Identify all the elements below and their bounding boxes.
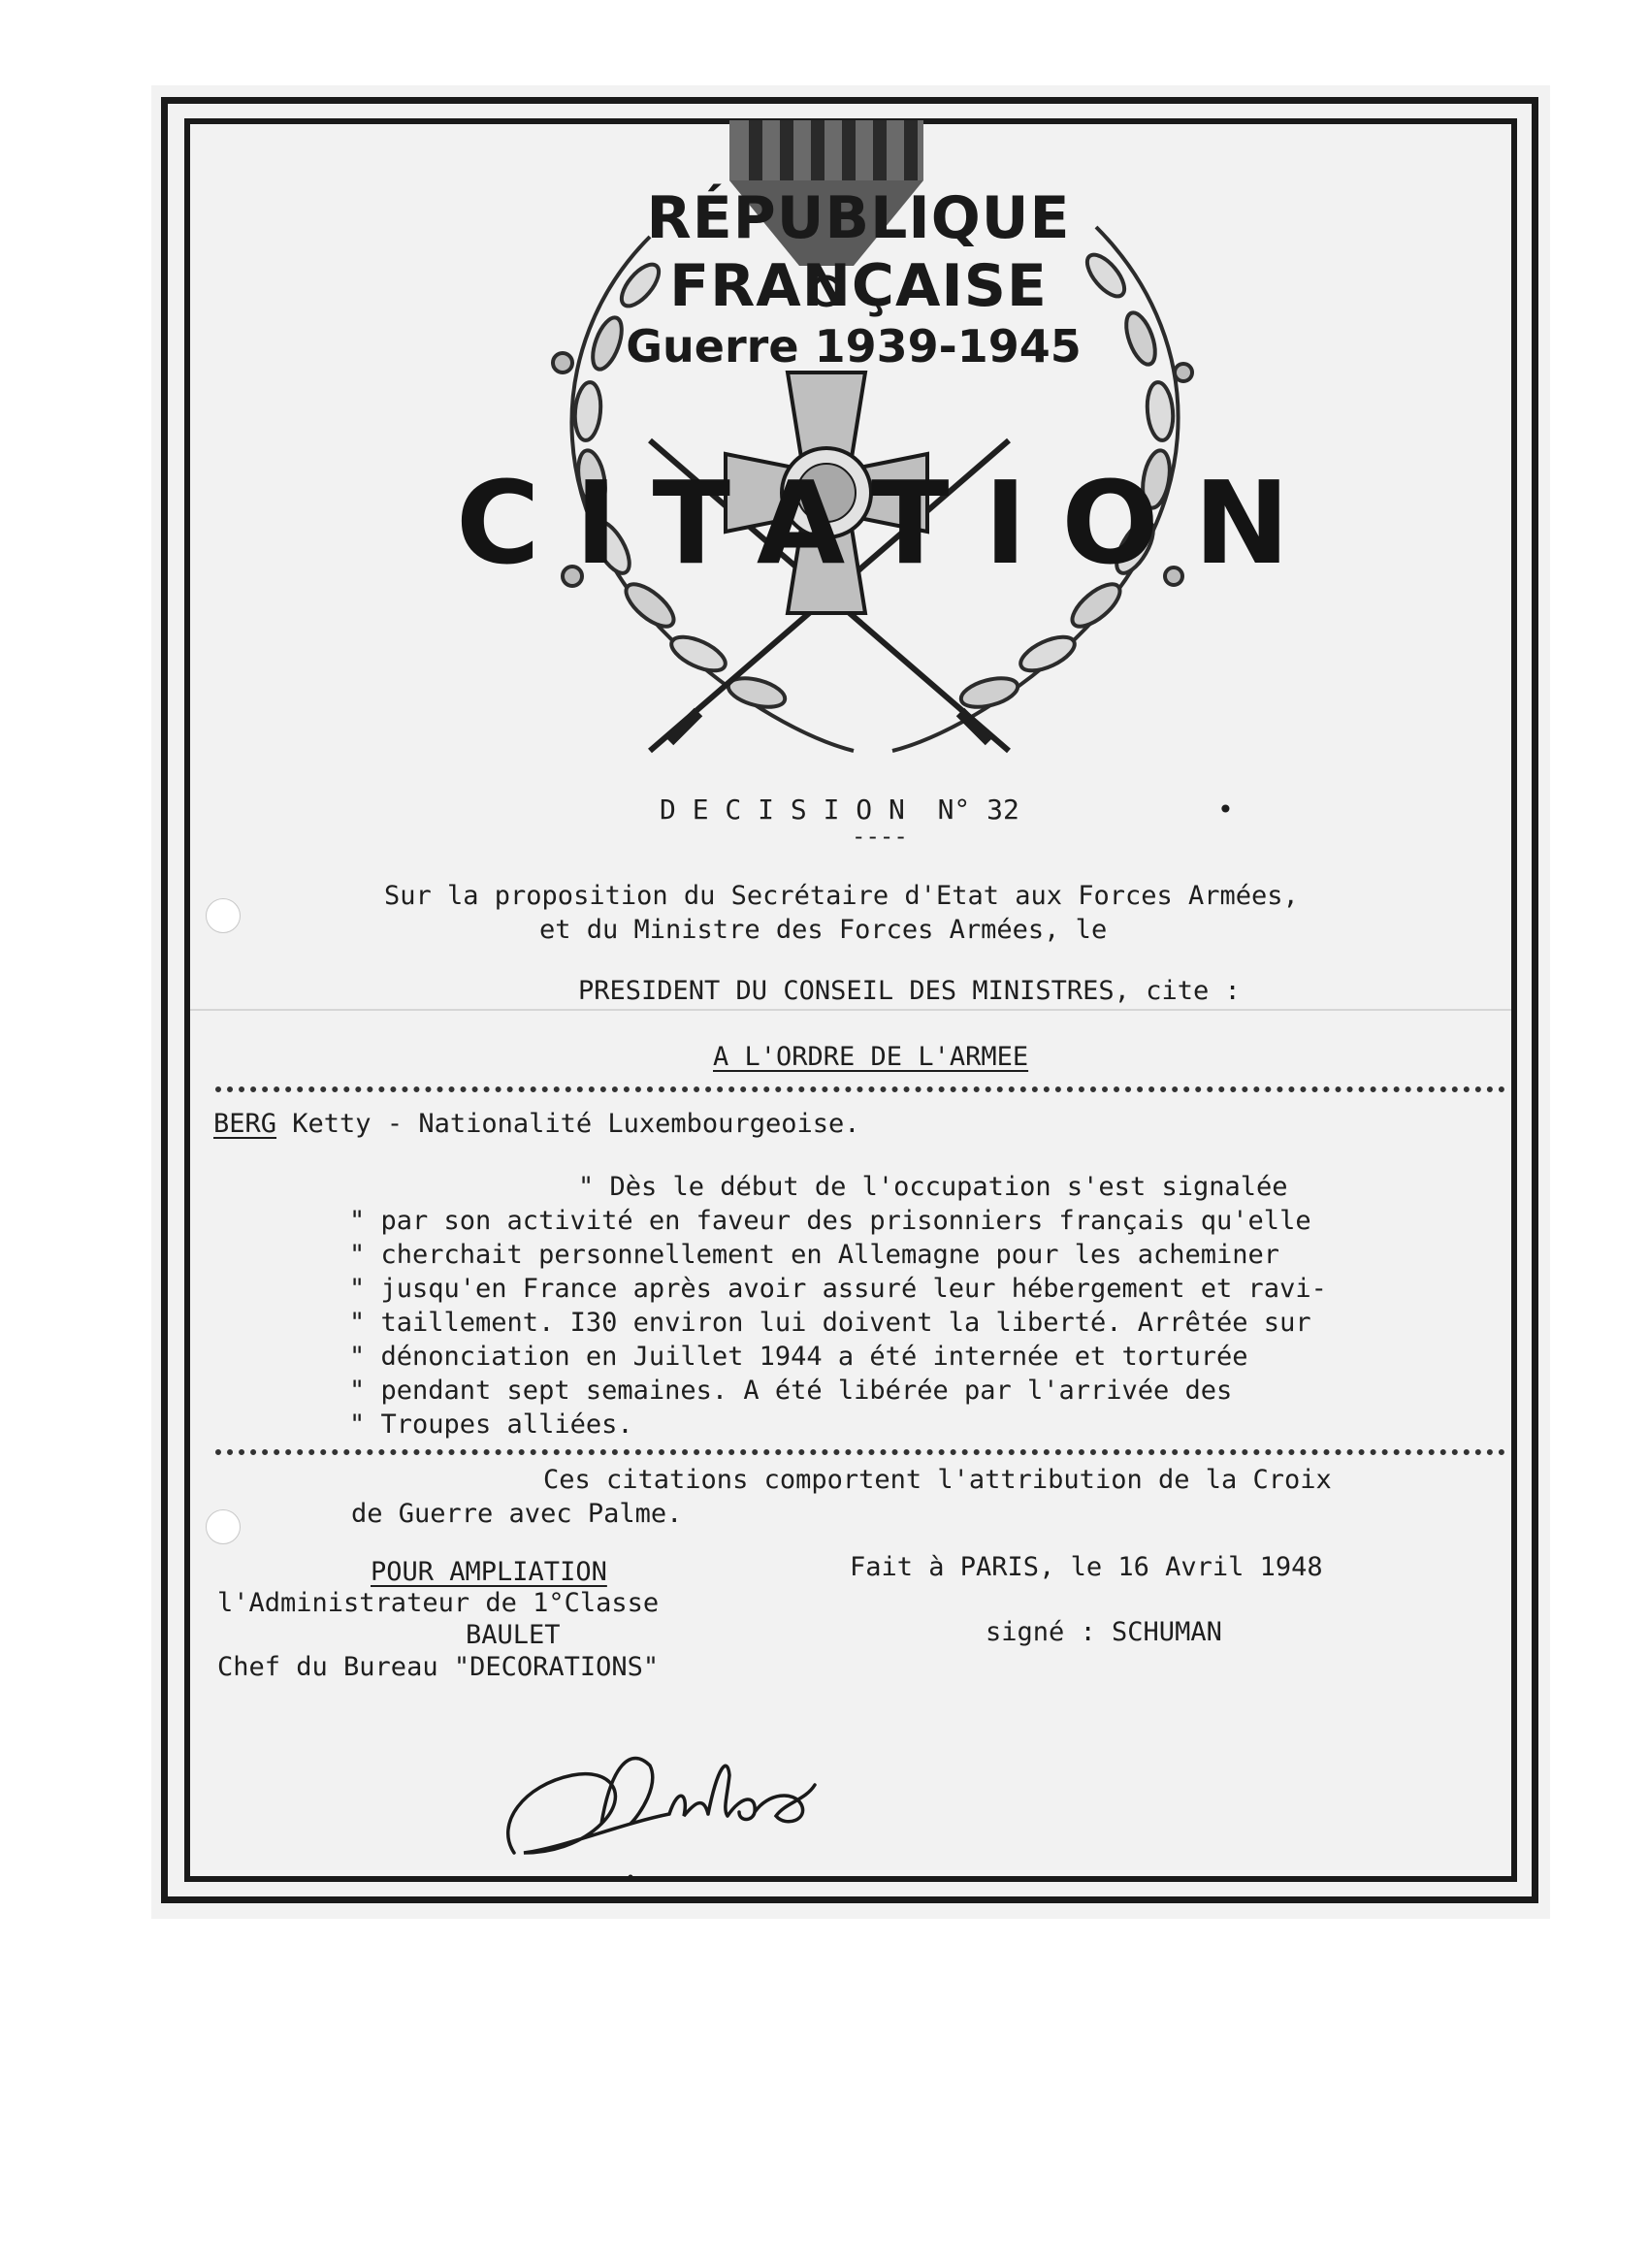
citation-text-line: " jusqu'en France après avoir assuré leur hébergement et ravi- xyxy=(349,1274,1327,1304)
recipient-details: Ketty - Nationalité Luxembourgeoise. xyxy=(276,1109,860,1139)
bureau-chief: Chef du Bureau "DECORATIONS" xyxy=(217,1652,660,1682)
place-date: Fait à PARIS, le 16 Avril 1948 xyxy=(850,1552,1323,1582)
decision-underline: ---- xyxy=(852,823,908,850)
recipient-line xyxy=(213,1109,859,1139)
conclusion-line-1: Ces citations comportent l'attribution de la Croix xyxy=(543,1465,1332,1495)
punch-hole-top xyxy=(206,898,241,933)
administrator-name: BAULET xyxy=(466,1620,561,1650)
handwritten-signature-icon xyxy=(485,1707,834,1882)
signed-by: signé : SCHUMAN xyxy=(986,1617,1222,1647)
decision-number: D E C I S I O N N° 32 xyxy=(660,794,1019,826)
citation-text-line: " cherchait personnellement en Allemagne pour les acheminer xyxy=(349,1240,1280,1270)
citation-text-line: " par son activité en faveur des prisonniers français qu'elle xyxy=(349,1206,1311,1236)
war-years-title: Guerre 1939-1945 xyxy=(626,320,1082,373)
fold-crease xyxy=(190,1009,1511,1011)
preamble-line-2: et du Ministre des Forces Armées, le xyxy=(539,915,1108,945)
preamble-line-1: Sur la proposition du Secrétaire d'Etat aux Forces Armées, xyxy=(384,881,1299,911)
ampliation-heading: POUR AMPLIATION xyxy=(371,1557,607,1587)
republic-title: RÉPUBLIQUE FRANÇAISE xyxy=(646,184,1071,320)
citation-title: CITATION xyxy=(456,456,1325,590)
decision-dot-mark: • xyxy=(1217,794,1234,826)
recipient-surname: BERG xyxy=(213,1109,277,1139)
administrator-title: l'Administrateur de 1°Classe xyxy=(217,1588,660,1618)
preamble-line-3: PRESIDENT DU CONSEIL DES MINISTRES, cite : xyxy=(578,976,1241,1006)
dotted-separator-bottom xyxy=(215,1449,1505,1455)
citation-text-line: " pendant sept semaines. A été libérée par l'arrivée des xyxy=(349,1376,1233,1406)
citation-text-line: " dénonciation en Juillet 1944 a été internée et torturée xyxy=(349,1342,1248,1372)
dotted-separator-top xyxy=(215,1086,1505,1092)
citation-text-line: " taillement. I30 environ lui doivent la liberté. Arrêtée sur xyxy=(349,1308,1311,1338)
citation-text-line: " Troupes alliées. xyxy=(349,1409,633,1440)
punch-hole-bottom xyxy=(206,1509,241,1544)
citation-text-line: " Dès le début de l'occupation s'est signalée xyxy=(578,1172,1288,1202)
conclusion-line-2: de Guerre avec Palme. xyxy=(351,1499,683,1529)
order-heading: A L'ORDRE DE L'ARMEE xyxy=(713,1042,1029,1072)
